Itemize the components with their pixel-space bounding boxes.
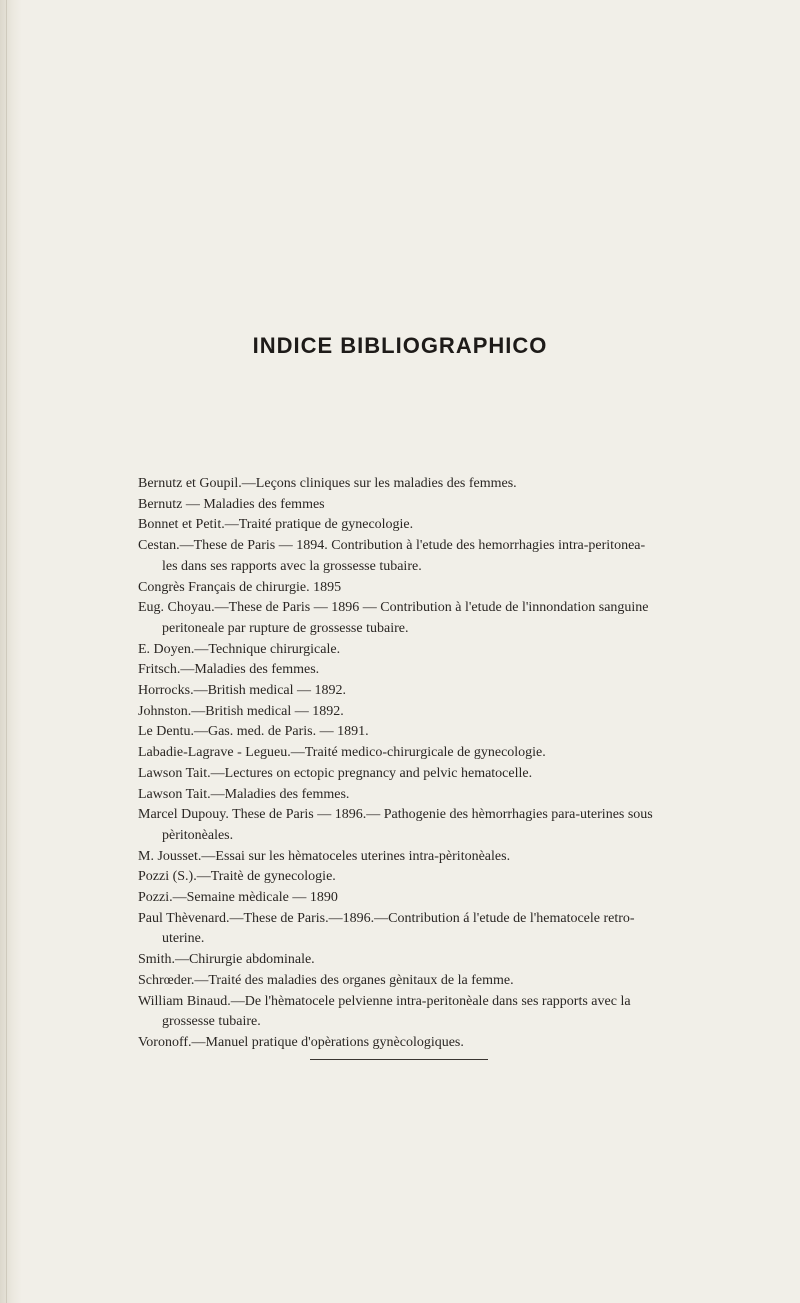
bibliography-entry xyxy=(138,785,666,806)
bibliography-entry xyxy=(138,702,666,723)
bibliography-entry xyxy=(138,992,666,1033)
bibliography-entry xyxy=(138,867,666,888)
closing-rule xyxy=(310,1059,488,1060)
entry-text: Pozzi.—Semaine mèdicale — 1890 xyxy=(138,890,338,906)
bibliography-entry xyxy=(138,909,666,950)
entry-continuation: les dans ses rapports avec la grossesse tubaire. xyxy=(162,558,422,574)
entry-text: Bonnet et Petit.—Traité pratique de gynecologie. xyxy=(138,517,414,533)
entry-text: Fritsch.—Maladies des femmes. xyxy=(138,662,320,678)
entry-text: M. Jousset.—Essai sur les hèmatoceles uterines intra-pèritonèales. xyxy=(138,848,511,864)
page-title: INDICE BIBLIOGRAPHICO xyxy=(252,333,548,358)
bibliography-entry xyxy=(138,971,666,992)
bibliography-list xyxy=(138,474,666,1054)
entry-text: Cestan.—These de Paris — 1894. Contribution à l'etude des hemorrhagies intra-peritonea- xyxy=(138,538,646,554)
entry-text: Labadie-Lagrave - Legueu.—Traité medico-chirurgicale de gynecologie. xyxy=(138,745,546,761)
bibliography-entry xyxy=(138,743,666,764)
bibliography-entry xyxy=(138,681,666,702)
entry-text: Congrès Français de chirurgie. 1895 xyxy=(138,579,342,595)
bibliography-entry xyxy=(138,1033,666,1054)
entry-text: Lawson Tait.—Lectures on ectopic pregnancy and pelvic hematocelle. xyxy=(138,765,533,781)
bibliography-entry xyxy=(138,515,666,536)
bibliography-entry xyxy=(138,764,666,785)
entry-text: Bernutz — Maladies des femmes xyxy=(138,496,325,512)
entry-text: Smith.—Chirurgie abdominale. xyxy=(138,952,315,968)
entry-continuation: peritoneale par rupture de grossesse tubaire. xyxy=(162,620,409,636)
entry-text: Marcel Dupouy. These de Paris — 1896.— Pathogenie des hèmorrhagies para-uterines sous xyxy=(138,807,653,823)
bibliography-entry xyxy=(138,888,666,909)
entry-text: E. Doyen.—Technique chirurgicale. xyxy=(138,641,341,657)
bibliography-entry xyxy=(138,474,666,495)
entry-text: Pozzi (S.).—Traitè de gynecologie. xyxy=(138,869,336,885)
entry-text: Bernutz et Goupil.—Leçons cliniques sur les maladies des femmes. xyxy=(138,476,517,491)
page-binding-line xyxy=(6,0,7,1303)
bibliography-entry xyxy=(138,578,666,599)
bibliography-entry xyxy=(138,805,666,846)
bibliography-entry xyxy=(138,598,666,639)
entry-text: Paul Thèvenard.—These de Paris.—1896.—Contribution á l'etude de l'hematocele retro- xyxy=(138,910,635,926)
bibliography-entry xyxy=(138,847,666,868)
entry-text: Le Dentu.—Gas. med. de Paris. — 1891. xyxy=(138,724,369,740)
page-edge-shadow xyxy=(0,0,22,1303)
entry-text: Lawson Tait.—Maladies des femmes. xyxy=(138,786,350,802)
entry-text: Johnston.—British medical — 1892. xyxy=(138,703,344,719)
bibliography-entry xyxy=(138,660,666,681)
entry-text: Eug. Choyau.—These de Paris — 1896 — Contribution à l'etude de l'innondation sanguine xyxy=(138,600,649,616)
entry-text: William Binaud.—De l'hèmatocele pelvienne intra-peritonèale dans ses rapports avec la xyxy=(138,993,631,1009)
entry-continuation: uterine. xyxy=(162,931,205,947)
bibliography-entry xyxy=(138,536,666,577)
bibliography-entry xyxy=(138,950,666,971)
entry-text: Voronoff.—Manuel pratique d'opèrations gynècologiques. xyxy=(138,1034,464,1050)
entry-continuation: grossesse tubaire. xyxy=(162,1014,261,1030)
bibliography-entry xyxy=(138,640,666,661)
bibliography-entry xyxy=(138,722,666,743)
entry-text: Horrocks.—British medical — 1892. xyxy=(138,683,347,699)
entry-continuation: pèritonèales. xyxy=(162,827,234,843)
bibliography-entry xyxy=(138,495,666,516)
entry-text: Schrœder.—Traité des maladies des organes gènitaux de la femme. xyxy=(138,972,514,988)
